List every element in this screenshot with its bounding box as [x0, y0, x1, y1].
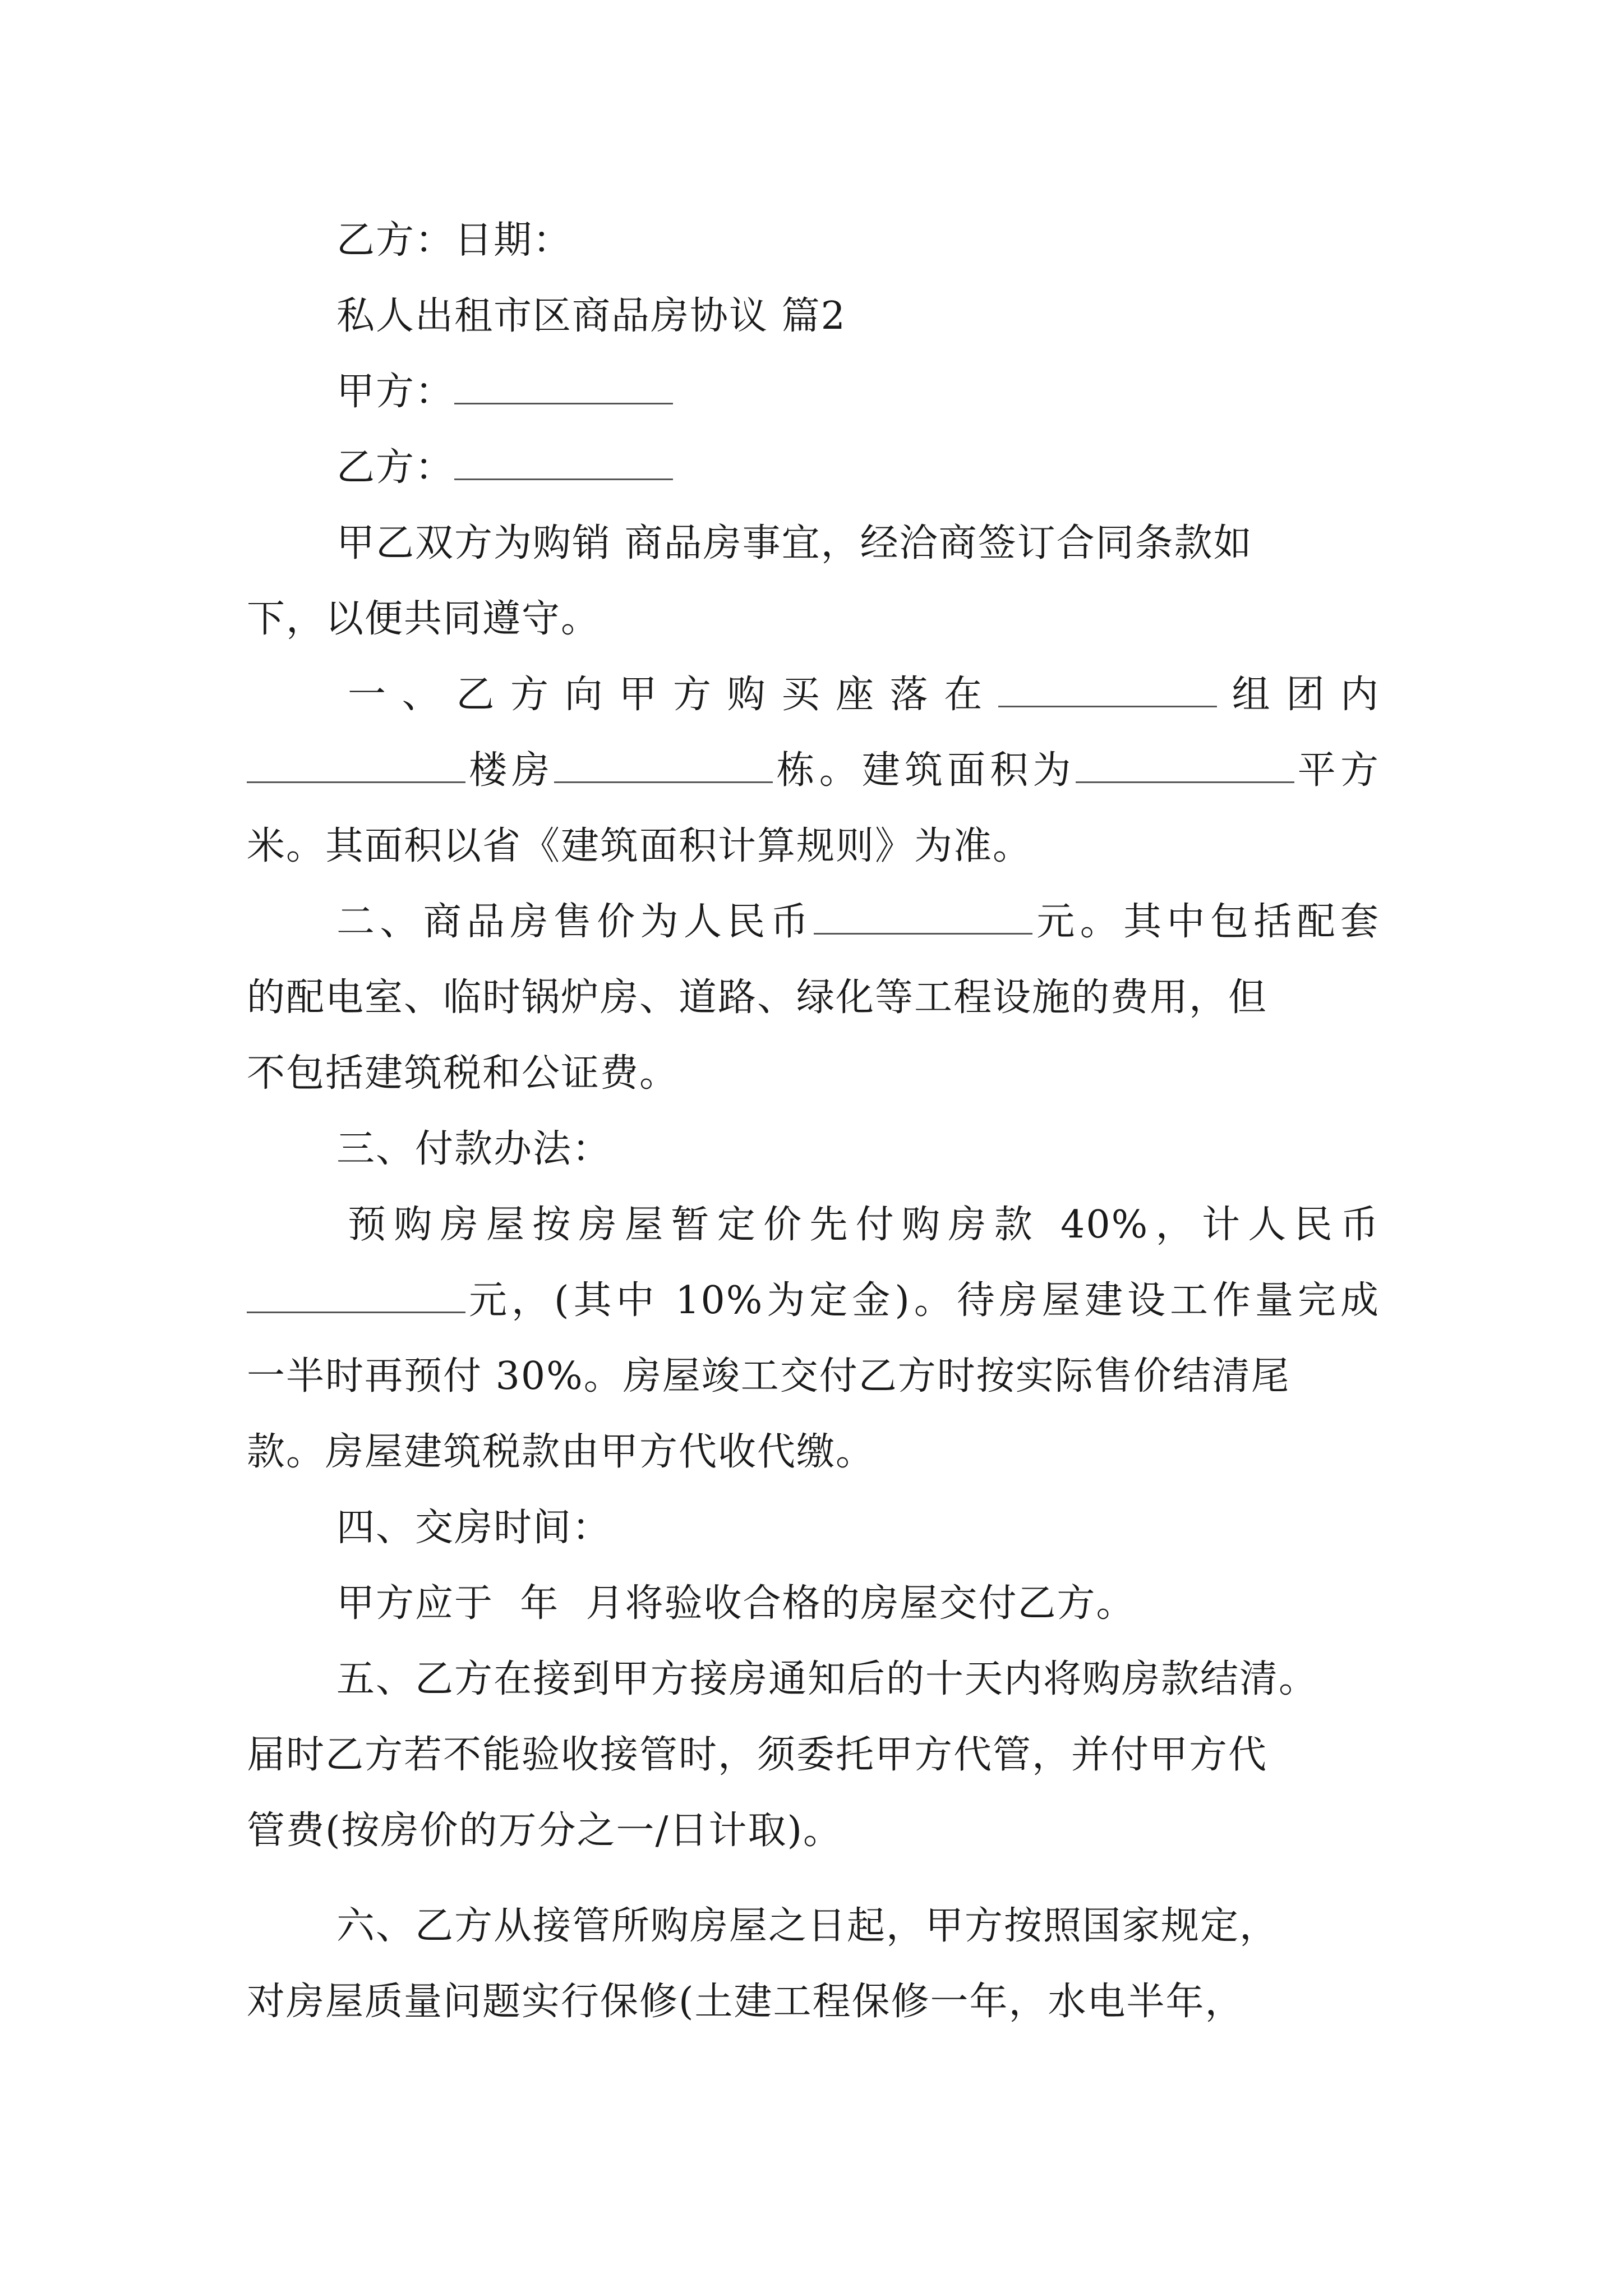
article-1-blank-unit: [554, 781, 773, 783]
article-3-line-3: 一半时再预付 30%。房屋竣工交付乙方时按实际售价结清尾: [247, 1354, 1290, 1398]
party-a-blank: [454, 402, 673, 404]
article-2-text-a: 二、商品房售价为人民币: [336, 900, 814, 944]
article-1-text-d: 栋。建筑面积为: [773, 748, 1076, 793]
article-2-text-b: 元。其中包括配套: [1032, 900, 1380, 944]
article-1-text-b: 组团内: [1216, 673, 1380, 717]
section-title: 私人出租市区商品房协议 篇2: [336, 294, 846, 338]
article-3-title: 三、付款办法：: [336, 1127, 612, 1171]
party-a-line: [336, 370, 673, 414]
article-1-blank-area: [1076, 781, 1294, 783]
article-3-line-4: 款。房屋建筑税款由甲方代收代缴。: [247, 1430, 875, 1474]
party-b-line: [336, 445, 673, 490]
article-6-line-2: 对房屋质量问题实行保修(土建工程保修一年，水电半年，: [247, 1980, 1244, 2024]
article-3-text-b: 元，(其中 10%为定金)。待房屋建设工作量完成: [465, 1278, 1380, 1323]
article-1-line-1: [348, 673, 1380, 717]
article-3-line-1: 预购房屋按房屋暂定价先付购房款 40%，计人民币: [348, 1203, 1380, 1247]
article-6-line-1: 六、乙方从接管所购房屋之日起，甲方按照国家规定，: [336, 1904, 1279, 1948]
article-3-blank-amount: [247, 1311, 465, 1313]
article-1-blank-building: [247, 781, 465, 783]
article-1-line-3: 米。其面积以省《建筑面积计算规则》为准。: [247, 824, 1032, 868]
article-1-text-a: 一、乙方向甲方购买座落在: [348, 673, 998, 717]
article-1-blank-location: [998, 705, 1217, 707]
article-1-text-e: 平方: [1294, 748, 1380, 793]
article-2-blank-price: [814, 932, 1032, 935]
article-2-line-2: 的配电室、临时锅炉房、道路、绿化等工程设施的费用，但: [247, 976, 1268, 1020]
article-2-line-3: 不包括建筑税和公证费。: [247, 1051, 679, 1096]
party-b-date-line: 乙方：日期：: [336, 218, 573, 263]
article-1-line-2: [247, 748, 1380, 793]
party-b-blank: [454, 478, 673, 480]
preamble-line-1: 甲乙双方为购销 商品房事宜，经洽商签订合同条款如: [336, 521, 1253, 565]
party-b-label: 乙方：: [336, 445, 455, 490]
article-3-line-2: [247, 1278, 1380, 1323]
article-1-text-c: 楼房: [465, 748, 555, 793]
article-5-line-2: 届时乙方若不能验收接管时，须委托甲方代管，并付甲方代: [247, 1733, 1268, 1777]
article-5-line-3: 管费(按房价的万分之一/日计取)。: [247, 1809, 842, 1853]
preamble-line-2: 下，以便共同遵守。: [247, 597, 601, 641]
article-2-line-1: [336, 900, 1380, 944]
party-a-label: 甲方：: [336, 370, 455, 414]
article-5-line-1: 五、乙方在接到甲方接房通知后的十天内将购房款结清。: [336, 1657, 1318, 1701]
article-4-line-1: 甲方应于 年 月将验收合格的房屋交付乙方。: [336, 1581, 1136, 1626]
article-4-title: 四、交房时间：: [336, 1506, 612, 1550]
